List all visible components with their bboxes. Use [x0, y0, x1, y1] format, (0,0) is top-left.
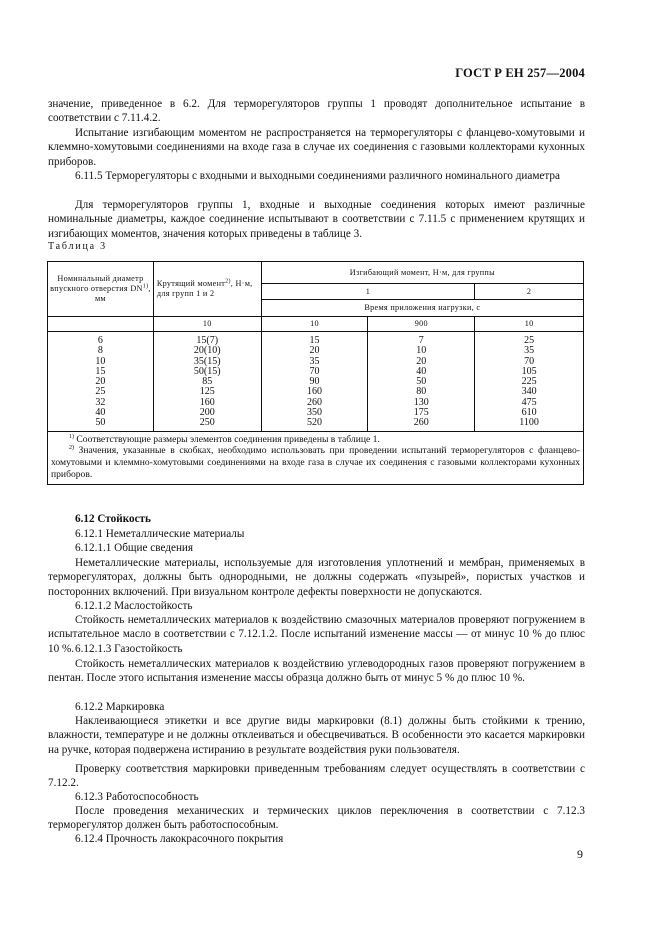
document-header: ГОСТ Р ЕН 257—2004	[455, 66, 585, 80]
table-notes	[48, 431, 584, 484]
subsection-heading: 6.12.2 Маркировка	[75, 701, 165, 713]
subsection-heading: 6.12.1 Неметаллические материалы	[75, 528, 245, 540]
col-header-time: Время приложения нагрузки, с	[261, 300, 583, 317]
table-note-1: $^{1)}$ Соответствующие размеры элементов соединения приведены в таблице 1.	[69, 433, 380, 445]
table-caption: Таблица 3	[48, 241, 107, 252]
col-header-dn: Номинальный диаметр впускного отверстия DN$^{1)}$, мм	[48, 262, 154, 317]
paragraph: Стойкость неметаллических материалов к воздействию смазочных материалов проверяют погружением в испытательное масло в соответствии с 7.12.1.2. После испытаний изменение массы — от минус 10 % до плюс 10 %.	[48, 614, 585, 655]
table-note-2: $^{2)}$ Значения, указанные в скобках, необходимо использовать при проведении испытаний терморегуляторов с фланцево-хомутовыми и клеммно-хомутовыми соединениями на входе газа в случае их соединения с газовыми коллекторами кухонных приборов.	[51, 445, 580, 481]
paragraph: Проверку соответствия маркировки приведенным требованиям следует осуществлять в соответствии с 7.12.2.	[48, 763, 585, 790]
paragraph: Для терморегуляторов группы 1, входные и выходные соединения которых имеют различные номинальные диаметры, каждое соединение испытывают в соответствии с 7.11.5 с применением крутящих и изгибающих моментов, значения которых приведены в таблице 3.	[48, 199, 585, 240]
col-bend-g1-10: 15 20 35 70 90 160 260 350 520	[261, 332, 368, 432]
subsection-heading: 6.12.1.2 Маслостойкость	[75, 600, 193, 612]
col-header-bending: Изгибающий момент, Н·м, для группы	[261, 262, 583, 284]
time-cell: 10	[153, 317, 261, 332]
col-bend-g2-10: 25 35 70 105 225 340 475 610 1100	[475, 332, 584, 432]
page-number: 9	[577, 847, 583, 861]
section-title: 6.12 Стойкость	[75, 513, 151, 525]
col-header-group1: 1	[261, 284, 475, 300]
paragraph: 6.11.5 Терморегуляторы с входными и выходными соединениями различного номинального диаметра	[75, 170, 560, 182]
subsection-heading: 6.12.1.1 Общие сведения	[75, 542, 194, 554]
col-header-group2: 2	[475, 284, 584, 300]
time-cell: 900	[368, 317, 475, 332]
paragraph: Стойкость неметаллических материалов к воздействию углеводородных газов проверяют погружением в пентан. После этого испытания изменение массы образца должно быть от минус 5 % до плюс 10 %.	[48, 658, 585, 685]
table-row	[48, 332, 584, 432]
paragraph: Испытание изгибающим моментом не распространяется на терморегуляторы с фланцево-хомутовыми и клеммно-хомутовыми соединениями на входе газа в случае их соединения с газовыми коллекторами кухонных приборов.	[48, 127, 585, 168]
time-cell: 10	[475, 317, 584, 332]
subsection-heading: 6.12.3 Работоспособность	[75, 791, 199, 803]
subsection-heading: 6.12.1.3 Газостойкость	[75, 643, 183, 655]
col-header-torque: Крутящий момент$^{2)}$, Н·м, для групп 1 и 2	[153, 262, 261, 317]
col-bend-g1-900: 7 10 20 40 50 80 130 175 260	[368, 332, 475, 432]
subsection-heading: 6.12.4 Прочность лакокрасочного покрытия	[75, 833, 284, 845]
paragraph: значение, приведенное в 6.2. Для терморегуляторов группы 1 проводят дополнительное испытание в соответствии с 7.11.4.2.	[48, 98, 585, 125]
paragraph: Наклеивающиеся этикетки и все другие виды маркировки (8.1) должны быть стойкими к трению, влажности, температуре и не должны отклеиваться и обесцвечиваться. В особенности это касается маркировки на ручке, которая подвержена истиранию в результате воздействия руки пользователя.	[48, 715, 585, 756]
col-torque: 15(7) 20(10) 35(15) 50(15) 85 125 160 200 250	[153, 332, 261, 432]
paragraph: Неметаллические материалы, используемые для изготовления уплотнений и мембран, применяемых в терморегуляторах, должны быть однородными, не должны содержать «пузырей», пористых участков и посторонних включений. При визуальном контроле дефекты поверхности не допускаются.	[48, 557, 585, 598]
time-cell: 10	[261, 317, 368, 332]
col-dn: 6 8 10 15 20 25 32 40 50	[48, 332, 154, 432]
data-table	[47, 261, 584, 485]
paragraph: После проведения механических и термических циклов переключения в соответствии с 7.12.3 терморегулятор должен быть работоспособным.	[48, 805, 585, 832]
